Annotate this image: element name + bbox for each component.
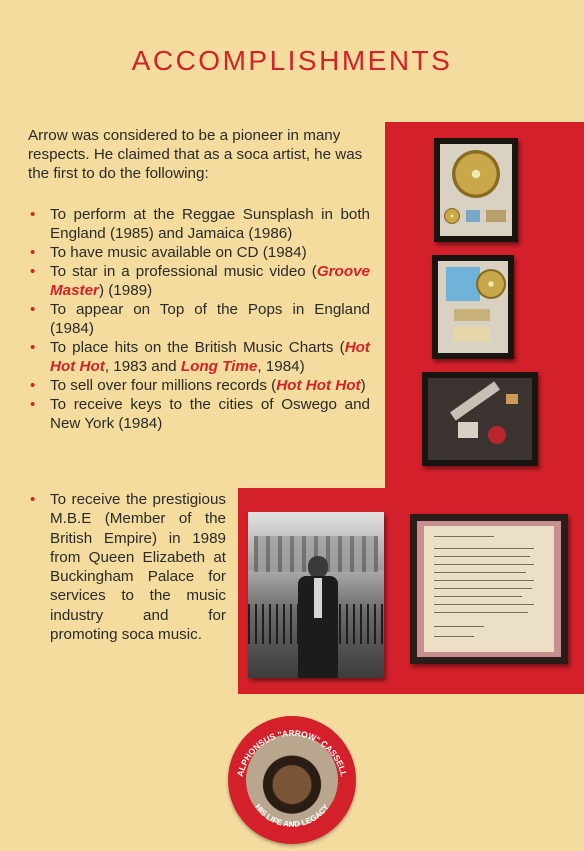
item-text: To receive keys to the cities of Oswego and New York (1984) xyxy=(50,396,370,432)
item-text: To have music available on CD (1984) xyxy=(50,244,307,261)
highlighted-title: Groove Master xyxy=(50,263,370,299)
item-text: To star in a professional music video ( xyxy=(50,263,317,280)
item-text: To perform at the Reggae Sunsplash in both England (1985) and Jamaica (1986) xyxy=(50,206,370,242)
legacy-seal xyxy=(228,716,356,844)
list-item xyxy=(30,262,370,300)
page-title: ACCOMPLISHMENTS xyxy=(131,44,453,76)
svg-text:ALPHONSUS "ARROW" CASSELL xyxy=(235,728,349,778)
item-text: To sell over four millions records ( xyxy=(50,377,277,394)
album-plaque-frame xyxy=(432,255,514,359)
buckingham-palace-photo xyxy=(248,512,384,678)
gold-record-frame xyxy=(434,138,518,242)
list-item xyxy=(30,205,370,243)
list-item-mbe: • To receive the prestigious M.B.E (Member of the British Empire) in 1989 from Queen Elizabeth at Buckingham Palace for services to the music industry and for promoting soca music. xyxy=(30,490,226,644)
accomplishments-list xyxy=(30,205,370,433)
highlighted-title: Hot Hot Hot xyxy=(50,339,370,375)
highlighted-title: Long Time xyxy=(180,358,258,375)
item-text: , 1983 and xyxy=(104,358,181,375)
proclamation-frame xyxy=(410,514,568,664)
list-item xyxy=(30,395,370,433)
item-text: , 1984) xyxy=(257,358,305,375)
highlighted-title: Hot Hot Hot xyxy=(276,377,361,394)
list-item xyxy=(30,376,370,395)
list-item xyxy=(30,300,370,338)
item-text: ) xyxy=(360,377,366,394)
seal-text xyxy=(228,716,356,844)
list-item xyxy=(30,338,370,376)
intro-paragraph: Arrow was considered to be a pioneer in many respects. He claimed that as a soca artist, he was the first to do the following: xyxy=(28,127,363,182)
item-text: ) (1989) xyxy=(98,282,153,299)
seal-bottom-text: HIS LIFE AND LEGACY xyxy=(253,802,331,829)
list-item xyxy=(30,243,370,262)
item-text: To appear on Top of the Pops in England (1984) xyxy=(50,301,370,337)
svg-text:HIS LIFE AND LEGACY xyxy=(253,802,331,829)
mbe-list xyxy=(30,490,226,644)
seal-top-text: ALPHONSUS "ARROW" CASSELL xyxy=(234,727,350,778)
key-artwork-frame xyxy=(422,372,538,466)
item-text: To place hits on the British Music Charts ( xyxy=(50,339,345,356)
